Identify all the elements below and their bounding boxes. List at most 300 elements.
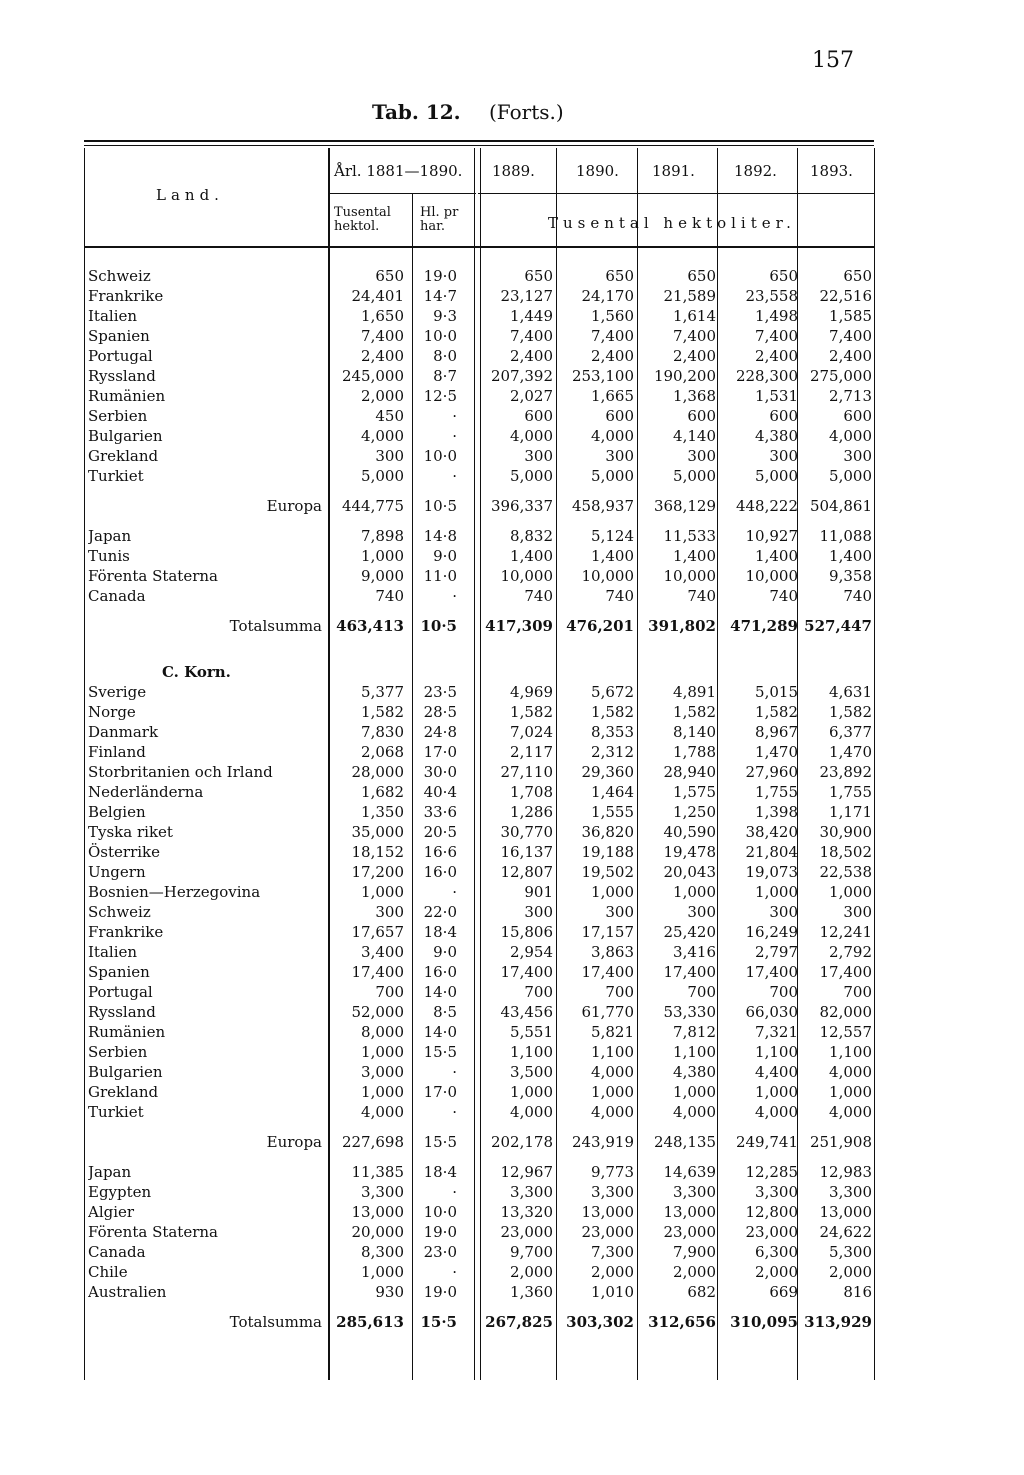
row-label — [88, 682, 328, 702]
row-label — [88, 1202, 328, 1222]
cell-col-3: 303,302 — [566, 1313, 634, 1331]
cell-col-0: 7,830 — [361, 723, 404, 741]
row-label — [88, 1082, 328, 1102]
cell-col-3: 2,312 — [591, 743, 634, 761]
table-row — [88, 446, 874, 466]
cell-col-4: 20,043 — [663, 863, 716, 881]
cell-col-6: 12,983 — [819, 1163, 872, 1181]
cell-col-2: 2,400 — [510, 347, 553, 365]
cell-col-5: 448,222 — [735, 497, 798, 515]
cell-col-0: 24,401 — [351, 287, 404, 305]
table-row — [88, 1282, 874, 1302]
table-row — [88, 942, 874, 962]
cell-col-4: 7,812 — [673, 1023, 716, 1041]
cell-col-6: 4,000 — [829, 1103, 872, 1121]
cell-col-6: 30,900 — [819, 823, 872, 841]
cell-col-3: 3,300 — [591, 1183, 634, 1201]
cell-col-3: 1,000 — [591, 883, 634, 901]
cell-col-3: 13,000 — [581, 1203, 634, 1221]
cell-col-0: 20,000 — [351, 1223, 404, 1241]
cell-col-3: 2,000 — [591, 1263, 634, 1281]
row-label-text: Tyska riket — [88, 823, 173, 841]
cell-col-0: 450 — [375, 407, 404, 425]
cell-col-2: 700 — [524, 983, 553, 1001]
row-label-text: Totalsumma — [229, 1313, 322, 1331]
cell-col-5: 6,300 — [755, 1243, 798, 1261]
cell-col-5: 21,804 — [745, 843, 798, 861]
table-row — [88, 426, 874, 446]
row-label — [88, 822, 328, 842]
cell-col-0: 3,000 — [361, 1063, 404, 1081]
cell-col-0: 3,400 — [361, 943, 404, 961]
table-row — [88, 306, 874, 326]
cell-col-1: 8·5 — [433, 1003, 457, 1021]
table-row — [88, 722, 874, 742]
row-label-text: Egypten — [88, 1183, 152, 1201]
row-label — [88, 306, 328, 326]
cell-col-5: 300 — [769, 447, 798, 465]
cell-col-3: 5,821 — [591, 1023, 634, 1041]
cell-col-3: 17,400 — [581, 963, 634, 981]
cell-col-6: 24,622 — [819, 1223, 872, 1241]
row-label-text: Rumänien — [88, 387, 166, 405]
cell-col-0: 1,000 — [361, 1083, 404, 1101]
cell-col-1: 14·8 — [423, 527, 457, 545]
cell-col-2: 4,000 — [510, 427, 553, 445]
cell-col-6: 4,000 — [829, 1063, 872, 1081]
cell-col-0: 1,000 — [361, 1043, 404, 1061]
cell-col-0: 17,400 — [351, 963, 404, 981]
cell-col-0: 1,682 — [361, 783, 404, 801]
cell-col-0: 1,000 — [361, 883, 404, 901]
cell-col-1: 19·0 — [423, 1283, 457, 1301]
cell-col-5: 5,015 — [755, 683, 798, 701]
cell-col-6: 700 — [843, 983, 872, 1001]
cell-col-5: 1,100 — [755, 1043, 798, 1061]
cell-col-0: 18,152 — [351, 843, 404, 861]
cell-col-2: 23,127 — [500, 287, 553, 305]
cell-col-5: 1,398 — [755, 803, 798, 821]
cell-col-2: 2,000 — [510, 1263, 553, 1281]
cell-col-5: 2,000 — [755, 1263, 798, 1281]
cell-col-4: 11,533 — [663, 527, 716, 545]
cell-col-4: 368,129 — [653, 497, 716, 515]
cell-col-5: 8,967 — [755, 723, 798, 741]
row-label-text: Australien — [88, 1283, 167, 1301]
cell-col-2: 13,320 — [500, 1203, 553, 1221]
cell-col-4: 248,135 — [653, 1133, 716, 1151]
cell-col-4: 1,100 — [673, 1043, 716, 1061]
cell-col-2: 4,969 — [510, 683, 553, 701]
cell-col-1: · — [452, 1263, 457, 1281]
cell-col-0: 2,400 — [361, 347, 404, 365]
cell-col-4: 7,400 — [673, 327, 716, 345]
row-label-text: Bosnien—Herzegovina — [88, 883, 261, 901]
cell-col-2: 27,110 — [500, 763, 553, 781]
cell-col-2: 1,000 — [510, 1083, 553, 1101]
cell-col-6: 600 — [843, 407, 872, 425]
row-label-text: Förenta Staterna — [88, 1223, 218, 1241]
table-row — [88, 922, 874, 942]
row-label-text: Förenta Staterna — [88, 567, 218, 585]
row-label — [88, 366, 328, 386]
cell-col-3: 1,582 — [591, 703, 634, 721]
cell-col-6: 527,447 — [804, 617, 872, 635]
cell-col-0: 1,000 — [361, 547, 404, 565]
table-row — [88, 1262, 874, 1282]
cell-col-3: 19,502 — [581, 863, 634, 881]
cell-col-0: 650 — [375, 267, 404, 285]
cell-col-6: 313,929 — [804, 1313, 872, 1331]
table-title — [372, 100, 564, 124]
cell-col-0: 930 — [375, 1283, 404, 1301]
cell-col-2: 1,100 — [510, 1043, 553, 1061]
table-row — [88, 366, 874, 386]
table-row — [88, 1002, 874, 1022]
cell-col-1: 15·5 — [423, 1133, 457, 1151]
cell-col-1: 16·0 — [423, 963, 457, 981]
row-label — [88, 1022, 328, 1042]
cell-col-2: 901 — [524, 883, 553, 901]
cell-col-3: 17,157 — [581, 923, 634, 941]
cell-col-2: 1,449 — [510, 307, 553, 325]
row-label — [88, 1312, 324, 1332]
cell-col-3: 600 — [605, 407, 634, 425]
table-continued: (Forts.) — [489, 100, 564, 124]
row-label — [88, 346, 328, 366]
cell-col-6: 5,300 — [829, 1243, 872, 1261]
cell-col-5: 669 — [769, 1283, 798, 1301]
table-row — [88, 982, 874, 1002]
cell-col-5: 5,000 — [755, 467, 798, 485]
cell-col-3: 8,353 — [591, 723, 634, 741]
row-label-text: Canada — [88, 1243, 146, 1261]
cell-col-2: 740 — [524, 587, 553, 605]
cell-col-2: 10,000 — [500, 567, 553, 585]
row-label-text: Japan — [88, 527, 132, 545]
header-year-1892: 1892. — [734, 162, 777, 180]
cell-col-5: 1,400 — [755, 547, 798, 565]
row-label-text: Schweiz — [88, 267, 151, 285]
arl-row-rule — [328, 193, 476, 194]
table-row — [88, 266, 874, 286]
cell-col-1: 23·5 — [423, 683, 457, 701]
cell-col-6: 2,713 — [829, 387, 872, 405]
row-label — [88, 386, 328, 406]
row-label — [88, 902, 328, 922]
row-label-text: Portugal — [88, 983, 153, 1001]
table-row — [88, 802, 874, 822]
cell-col-1: 24·8 — [423, 723, 457, 741]
cell-col-4: 53,330 — [663, 1003, 716, 1021]
row-label-text: Tunis — [88, 547, 130, 565]
cell-col-3: 7,400 — [591, 327, 634, 345]
row-label-text: Serbien — [88, 407, 148, 425]
cell-col-4: 28,940 — [663, 763, 716, 781]
row-label — [88, 496, 324, 516]
top-rule — [84, 140, 874, 142]
cell-col-4: 700 — [687, 983, 716, 1001]
cell-col-2: 4,000 — [510, 1103, 553, 1121]
row-label — [88, 922, 328, 942]
cell-col-3: 243,919 — [571, 1133, 634, 1151]
table-row — [88, 1222, 874, 1242]
cell-col-0: 17,657 — [351, 923, 404, 941]
cell-col-4: 3,300 — [673, 1183, 716, 1201]
cell-col-6: 1,755 — [829, 783, 872, 801]
cell-col-0: 7,898 — [361, 527, 404, 545]
cell-col-1: 14·0 — [423, 1023, 457, 1041]
row-label-text: Algier — [88, 1203, 135, 1221]
cell-col-4: 23,000 — [663, 1223, 716, 1241]
cell-col-2: 3,300 — [510, 1183, 553, 1201]
cell-col-0: 300 — [375, 903, 404, 921]
cell-col-3: 300 — [605, 903, 634, 921]
cell-col-1: 17·0 — [423, 743, 457, 761]
cell-col-0: 11,385 — [351, 1163, 404, 1181]
row-label — [88, 1102, 328, 1122]
cell-col-6: 6,377 — [829, 723, 872, 741]
cell-col-6: 22,516 — [819, 287, 872, 305]
cell-col-0: 8,300 — [361, 1243, 404, 1261]
cell-col-5: 7,321 — [755, 1023, 798, 1041]
cell-col-2: 7,400 — [510, 327, 553, 345]
cell-col-6: 1,582 — [829, 703, 872, 721]
cell-col-3: 1,555 — [591, 803, 634, 821]
header-year-1891: 1891. — [652, 162, 695, 180]
cell-col-4: 650 — [687, 267, 716, 285]
cell-col-5: 12,800 — [745, 1203, 798, 1221]
row-label — [88, 466, 328, 486]
cell-col-6: 17,400 — [819, 963, 872, 981]
cell-col-2: 2,117 — [510, 743, 553, 761]
row-label-text: Serbien — [88, 1043, 148, 1061]
cell-col-4: 10,000 — [663, 567, 716, 585]
cell-col-1: 9·3 — [433, 307, 457, 325]
cell-col-0: 1,650 — [361, 307, 404, 325]
cell-col-5: 249,741 — [735, 1133, 798, 1151]
cell-col-6: 650 — [843, 267, 872, 285]
table-row — [88, 1082, 874, 1102]
cell-col-5: 27,960 — [745, 763, 798, 781]
cell-col-3: 476,201 — [566, 617, 634, 635]
cell-col-3: 24,170 — [581, 287, 634, 305]
cell-col-4: 13,000 — [663, 1203, 716, 1221]
row-label — [88, 566, 328, 586]
cell-col-6: 1,470 — [829, 743, 872, 761]
cell-col-3: 458,937 — [571, 497, 634, 515]
cell-col-4: 4,140 — [673, 427, 716, 445]
cell-col-2: 43,456 — [500, 1003, 553, 1021]
year-row-rule — [478, 193, 874, 194]
cell-col-6: 82,000 — [819, 1003, 872, 1021]
cell-col-1: 10·0 — [423, 447, 457, 465]
cell-col-6: 1,100 — [829, 1043, 872, 1061]
table-row — [88, 742, 874, 762]
total-row — [88, 616, 874, 636]
row-label-text: Chile — [88, 1263, 128, 1281]
row-label — [88, 1222, 328, 1242]
cell-col-6: 12,241 — [819, 923, 872, 941]
cell-col-2: 207,392 — [490, 367, 553, 385]
cell-col-1: 14·0 — [423, 983, 457, 1001]
row-label-text: Spanien — [88, 963, 150, 981]
cell-col-1: · — [452, 407, 457, 425]
cell-col-1: 15·5 — [420, 1313, 457, 1331]
sum-row — [88, 1132, 874, 1152]
cell-col-5: 650 — [769, 267, 798, 285]
cell-col-6: 11,088 — [819, 527, 872, 545]
cell-col-6: 300 — [843, 903, 872, 921]
cell-col-5: 16,249 — [745, 923, 798, 941]
cell-col-3: 10,000 — [581, 567, 634, 585]
top-rule-2 — [84, 145, 874, 146]
cell-col-5: 23,000 — [745, 1223, 798, 1241]
cell-col-5: 1,000 — [755, 883, 798, 901]
cell-col-6: 13,000 — [819, 1203, 872, 1221]
cell-col-2: 2,027 — [510, 387, 553, 405]
cell-col-2: 5,000 — [510, 467, 553, 485]
row-label-text: Italien — [88, 307, 138, 325]
cell-col-4: 4,380 — [673, 1063, 716, 1081]
cell-col-0: 17,200 — [351, 863, 404, 881]
cell-col-2: 17,400 — [500, 963, 553, 981]
table-row — [88, 346, 874, 366]
cell-col-4: 1,250 — [673, 803, 716, 821]
cell-col-2: 7,024 — [510, 723, 553, 741]
cell-col-0: 7,400 — [361, 327, 404, 345]
cell-col-5: 7,400 — [755, 327, 798, 345]
cell-col-6: 9,358 — [829, 567, 872, 585]
cell-col-3: 740 — [605, 587, 634, 605]
table-row — [88, 1202, 874, 1222]
cell-col-0: 1,350 — [361, 803, 404, 821]
row-label — [88, 1002, 328, 1022]
table-row — [88, 762, 874, 782]
cell-col-5: 700 — [769, 983, 798, 1001]
cell-col-6: 275,000 — [809, 367, 872, 385]
cell-col-2: 202,178 — [490, 1133, 553, 1151]
row-label-text: Finland — [88, 743, 146, 761]
cell-col-6: 18,502 — [819, 843, 872, 861]
cell-col-6: 2,792 — [829, 943, 872, 961]
row-label — [88, 742, 328, 762]
cell-col-4: 600 — [687, 407, 716, 425]
table-row — [88, 386, 874, 406]
cell-col-1: 8·7 — [433, 367, 457, 385]
cell-col-2: 300 — [524, 447, 553, 465]
cell-col-2: 12,967 — [500, 1163, 553, 1181]
cell-col-2: 1,708 — [510, 783, 553, 801]
table-row — [88, 546, 874, 566]
cell-col-6: 1,585 — [829, 307, 872, 325]
table-row — [88, 286, 874, 306]
cell-col-3: 5,124 — [591, 527, 634, 545]
cell-col-5: 3,300 — [755, 1183, 798, 1201]
cell-col-1: 9·0 — [433, 547, 457, 565]
row-label-text: Storbritanien och Irland — [88, 763, 273, 781]
cell-col-4: 17,400 — [663, 963, 716, 981]
cell-col-1: 18·4 — [423, 923, 457, 941]
cell-col-1: 19·0 — [423, 1223, 457, 1241]
cell-col-1: 28·5 — [423, 703, 457, 721]
row-label — [88, 1242, 328, 1262]
cell-col-4: 7,900 — [673, 1243, 716, 1261]
table-row — [88, 566, 874, 586]
row-label — [88, 406, 328, 426]
cell-col-1: 20·5 — [423, 823, 457, 841]
page-number: 157 — [812, 48, 854, 73]
row-label-text: Portugal — [88, 347, 153, 365]
cell-col-1: 15·5 — [423, 1043, 457, 1061]
table-row — [88, 862, 874, 882]
cell-col-2: 5,551 — [510, 1023, 553, 1041]
cell-col-4: 5,000 — [673, 467, 716, 485]
cell-col-6: 300 — [843, 447, 872, 465]
table-row — [88, 682, 874, 702]
row-label-text: Turkiet — [88, 467, 144, 485]
cell-col-0: 463,413 — [336, 617, 404, 635]
table-row — [88, 326, 874, 346]
cell-col-2: 396,337 — [490, 497, 553, 515]
cell-col-4: 740 — [687, 587, 716, 605]
cell-col-0: 52,000 — [351, 1003, 404, 1021]
cell-col-3: 5,000 — [591, 467, 634, 485]
row-label-text: Belgien — [88, 803, 146, 821]
cell-col-6: 4,631 — [829, 683, 872, 701]
cell-col-6: 1,000 — [829, 883, 872, 901]
cell-col-0: 9,000 — [361, 567, 404, 585]
cell-col-3: 1,010 — [591, 1283, 634, 1301]
cell-col-1: 22·0 — [423, 903, 457, 921]
row-label-text: Schweiz — [88, 903, 151, 921]
cell-col-0: 2,000 — [361, 387, 404, 405]
row-label — [88, 1262, 328, 1282]
cell-col-3: 29,360 — [581, 763, 634, 781]
row-label — [88, 942, 328, 962]
row-label — [88, 702, 328, 722]
cell-col-4: 190,200 — [653, 367, 716, 385]
cell-col-0: 13,000 — [351, 1203, 404, 1221]
header-land: Land. — [156, 186, 224, 204]
cell-col-6: 1,400 — [829, 547, 872, 565]
cell-col-1: 10·0 — [423, 1203, 457, 1221]
cell-col-0: 8,000 — [361, 1023, 404, 1041]
cell-col-3: 2,400 — [591, 347, 634, 365]
cell-col-3: 253,100 — [571, 367, 634, 385]
row-label — [88, 266, 328, 286]
header-year-1893: 1893. — [810, 162, 853, 180]
table-row — [88, 1162, 874, 1182]
cell-col-2: 12,807 — [500, 863, 553, 881]
header-hl-pr-har: Hl. pr har. — [420, 205, 459, 234]
cell-col-6: 23,892 — [819, 763, 872, 781]
total-row — [88, 1312, 874, 1332]
cell-col-6: 1,171 — [829, 803, 872, 821]
cell-col-1: 11·0 — [423, 567, 457, 585]
table-row — [88, 1022, 874, 1042]
cell-col-6: 3,300 — [829, 1183, 872, 1201]
cell-col-3: 1,000 — [591, 1083, 634, 1101]
cell-col-1: 16·0 — [423, 863, 457, 881]
cell-col-4: 4,000 — [673, 1103, 716, 1121]
cell-col-4: 1,000 — [673, 883, 716, 901]
table-row — [88, 1182, 874, 1202]
row-label — [88, 842, 328, 862]
cell-col-0: 5,377 — [361, 683, 404, 701]
row-label-text: Spanien — [88, 327, 150, 345]
cell-col-5: 1,531 — [755, 387, 798, 405]
